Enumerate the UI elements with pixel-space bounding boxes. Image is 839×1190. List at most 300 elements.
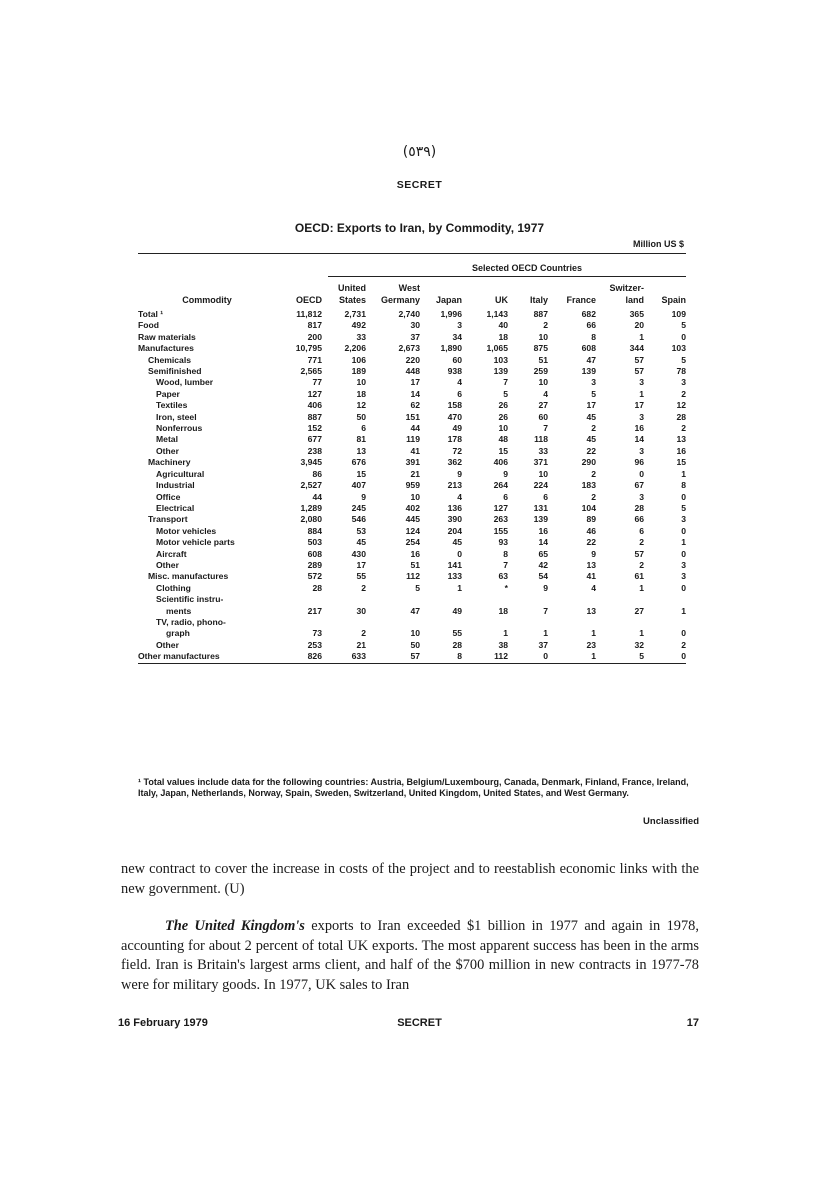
table-cell: 13 <box>356 445 366 456</box>
table-cell: 10 <box>538 377 548 388</box>
table-cell <box>276 617 322 628</box>
table-cell: 13 <box>586 559 596 570</box>
table-row <box>138 549 686 560</box>
table-cell: 55 <box>452 628 462 639</box>
table-cell: 183 <box>581 480 596 491</box>
table-cell: 21 <box>356 639 366 650</box>
row-label-text: Iron, steel <box>156 411 197 422</box>
row-label-text: Office <box>156 491 181 502</box>
table-cell: 1,289 <box>300 502 322 513</box>
table-cell: 9 <box>361 491 366 502</box>
table-cell <box>366 594 420 605</box>
table-row <box>138 309 686 320</box>
table-cell: 8 <box>681 480 686 491</box>
table-units: Million US $ <box>632 239 684 249</box>
table-cell: 6 <box>543 491 548 502</box>
table-header-row <box>138 282 686 309</box>
table-cell: 57 <box>634 354 644 365</box>
row-label-text: Nonferrous <box>156 423 203 434</box>
row-label-text: Textiles <box>156 400 188 411</box>
table-cell: 10 <box>538 468 548 479</box>
table-cell: 54 <box>538 571 548 582</box>
table-cell <box>366 617 420 628</box>
table-cell: 50 <box>356 411 366 422</box>
table-cell: 3 <box>681 559 686 570</box>
table-cell: 407 <box>351 480 366 491</box>
table-cell: 5 <box>639 651 644 662</box>
table-cell: 1 <box>591 651 596 662</box>
row-label-text: Misc. manufactures <box>148 571 229 582</box>
footer-page-number: 17 <box>686 1017 699 1029</box>
row-label <box>138 377 276 388</box>
table-cell: 492 <box>351 320 366 331</box>
table-cell: 77 <box>312 377 322 388</box>
table-cell: 3,945 <box>300 457 322 468</box>
table-row <box>138 400 686 411</box>
row-label-text: Other <box>156 559 179 570</box>
row-label-text: Other <box>156 639 179 650</box>
table-cell: 9 <box>503 468 508 479</box>
table-row <box>138 492 686 503</box>
table-cell: 682 <box>581 309 596 319</box>
body-paragraph-1: new contract to cover the increase in costs of the project and to reestablish economic links with the new government. (U) <box>121 861 699 897</box>
table-cell <box>644 617 686 628</box>
table-cell: 136 <box>447 502 462 513</box>
row-label-text: ments <box>166 605 192 616</box>
table-row <box>138 651 686 662</box>
table-cell: 0 <box>681 525 686 536</box>
table-cell: * <box>504 582 508 593</box>
table-cell: 151 <box>405 411 420 422</box>
table-cell: 14 <box>410 388 420 399</box>
footer-classification: SECRET <box>397 1017 442 1029</box>
table-cell: 17 <box>586 400 596 411</box>
row-label-text: Motor vehicle parts <box>156 537 235 548</box>
table-cell: 33 <box>356 331 366 342</box>
table-cell: 47 <box>410 605 420 616</box>
table-cell: 402 <box>405 502 420 513</box>
table-cell: 0 <box>457 548 462 559</box>
table-cell <box>548 594 596 605</box>
row-label <box>138 400 276 411</box>
table-cell <box>596 617 644 628</box>
table-cell: 264 <box>493 480 508 491</box>
row-label <box>138 332 276 343</box>
row-label <box>138 571 276 582</box>
table-cell: 344 <box>629 343 644 354</box>
table-cell: 51 <box>410 559 420 570</box>
table-cell: 2 <box>543 320 548 331</box>
table-cell: 119 <box>406 434 420 445</box>
row-label-text: Food <box>138 320 159 331</box>
table-cell: 60 <box>538 411 548 422</box>
table-cell: 37 <box>538 639 548 650</box>
table-cell <box>462 617 508 628</box>
table-cell: 5 <box>503 388 508 399</box>
row-label <box>138 412 276 423</box>
table-cell: 391 <box>405 457 420 468</box>
table-cell: 4 <box>457 377 462 388</box>
row-label-text: TV, radio, phono- <box>156 616 226 627</box>
table-cell <box>644 594 686 605</box>
table-cell: 1 <box>639 388 644 399</box>
row-label <box>138 606 276 617</box>
table-cell: 406 <box>493 457 508 468</box>
table-cell: 18 <box>498 331 508 342</box>
row-label <box>138 628 276 639</box>
table-row <box>138 560 686 571</box>
row-label <box>138 309 276 320</box>
table-cell: 48 <box>498 434 508 445</box>
row-label-text: Other <box>156 445 179 456</box>
table-cell: 9 <box>591 548 596 559</box>
table-cell: 1 <box>457 582 462 593</box>
footer-date: 16 February 1979 <box>118 1017 208 1029</box>
row-label-text: Electrical <box>156 502 195 513</box>
table-cell: 139 <box>581 366 596 377</box>
table-cell: 45 <box>586 411 596 422</box>
table-cell: 65 <box>538 548 548 559</box>
table-cell: 189 <box>351 366 366 377</box>
table-cell: 18 <box>498 605 508 616</box>
table-cell: 2,527 <box>300 480 322 491</box>
table-cell: 22 <box>586 445 596 456</box>
table-cell <box>462 594 508 605</box>
table-cell: 3 <box>639 491 644 502</box>
table-row <box>138 457 686 468</box>
column-header: Italy <box>529 295 548 305</box>
row-label <box>138 492 276 503</box>
table-cell: 4 <box>591 582 596 593</box>
table-row <box>138 628 686 639</box>
table-cell: 217 <box>307 605 322 616</box>
body-paragraph-2-text: exports to Iran exceeded $1 billion in 1977 and again in 1978, accounting for about 2 percent of total UK exports. The most apparent success has been in the arms field. Iran is Britain's largest arms client, and half of the $700 million in new contracts in 1977-78 were for military goods. In 1977, UK sales to Iran <box>121 918 699 993</box>
table-cell: 1 <box>639 628 644 639</box>
table-cell: 16 <box>410 548 420 559</box>
table-cell: 40 <box>498 320 508 331</box>
table-cell: 10 <box>356 377 366 388</box>
table-cell: 263 <box>493 514 508 525</box>
table-cell: 18 <box>356 388 366 399</box>
group-header-label: Selected OECD Countries <box>471 263 583 273</box>
table-cell: 139 <box>493 366 508 377</box>
table-cell: 22 <box>586 537 596 548</box>
table-cell: 2,080 <box>300 514 322 525</box>
row-label <box>138 446 276 457</box>
table-cell: 2,673 <box>398 343 420 354</box>
table-cell: 42 <box>538 559 548 570</box>
table-cell: 10 <box>538 331 548 342</box>
table-group-header <box>138 254 686 282</box>
table-cell: 633 <box>351 651 366 662</box>
row-label <box>138 355 276 366</box>
table-cell: 62 <box>410 400 420 411</box>
table-cell: 133 <box>447 571 462 582</box>
table-cell: 9 <box>543 582 548 593</box>
table-cell: 959 <box>405 480 420 491</box>
table-cell: 45 <box>452 537 462 548</box>
table-cell: 826 <box>307 651 322 662</box>
table-cell <box>322 617 366 628</box>
table-row <box>138 412 686 423</box>
table-cell: 28 <box>634 502 644 513</box>
table-cell: 158 <box>447 400 462 411</box>
table-cell: 887 <box>307 411 322 422</box>
table-cell: 6 <box>503 491 508 502</box>
row-label <box>138 320 276 331</box>
table-cell: 17 <box>634 400 644 411</box>
table-cell: 66 <box>586 320 596 331</box>
table-row <box>138 514 686 525</box>
table-cell: 430 <box>351 548 366 559</box>
table-cell: 50 <box>410 639 420 650</box>
row-label-text: Machinery <box>148 457 191 468</box>
table-cell: 10 <box>410 628 420 639</box>
table-cell: 2 <box>361 582 366 593</box>
table-cell: 109 <box>671 309 686 319</box>
column-header: Japan <box>435 295 462 305</box>
body-paragraph-2 <box>121 917 699 995</box>
table-cell: 17 <box>356 559 366 570</box>
row-label-text: Paper <box>156 388 180 399</box>
table-cell: 362 <box>447 457 462 468</box>
table-cell: 6 <box>361 423 366 434</box>
table-cell: 33 <box>538 445 548 456</box>
table-cell: 3 <box>457 320 462 331</box>
table-cell: 32 <box>634 639 644 650</box>
table-cell: 96 <box>634 457 644 468</box>
table-cell: 10,795 <box>295 343 322 354</box>
page-marker: (٥٣٩) <box>402 144 437 160</box>
table-cell: 2,565 <box>300 366 322 377</box>
table-cell: 0 <box>639 468 644 479</box>
table-cell: 1 <box>681 468 686 479</box>
table-cell: 0 <box>681 628 686 639</box>
table-cell: 11,812 <box>296 309 322 319</box>
table-cell: 8 <box>457 651 462 662</box>
table-cell: 884 <box>307 525 322 536</box>
table-cell: 5 <box>591 388 596 399</box>
table-cell: 118 <box>534 434 548 445</box>
row-label-text: Clothing <box>156 582 191 593</box>
table-cell: 30 <box>410 320 420 331</box>
table-cell: 1 <box>681 605 686 616</box>
row-label-text: Aircraft <box>156 548 187 559</box>
table-cell: 131 <box>533 502 548 513</box>
table-row <box>138 355 686 366</box>
table-cell: 14 <box>634 434 644 445</box>
table-cell: 141 <box>447 559 462 570</box>
table-container <box>138 253 686 664</box>
table-cell <box>420 617 462 628</box>
table-cell: 155 <box>493 525 508 536</box>
table-cell: 55 <box>356 571 366 582</box>
table-cell: 93 <box>498 537 508 548</box>
column-header: Switzer-land <box>609 283 644 305</box>
table-row <box>138 571 686 582</box>
row-label-text: Motor vehicles <box>156 525 217 536</box>
table-cell: 28 <box>676 411 686 422</box>
table-cell: 546 <box>351 514 366 525</box>
row-label-text: Agricultural <box>156 468 205 479</box>
table-cell: 89 <box>586 514 596 525</box>
row-label <box>138 594 276 605</box>
row-label-text: Industrial <box>156 480 195 491</box>
column-header: Commodity <box>182 295 232 305</box>
table-cell: 0 <box>681 331 686 342</box>
table-cell: 15 <box>676 457 686 468</box>
table-cell: 61 <box>634 571 644 582</box>
table-cell: 2 <box>591 491 596 502</box>
table-cell: 47 <box>586 354 596 365</box>
table-cell: 1,996 <box>440 309 462 319</box>
table-cell: 23 <box>586 639 596 650</box>
table-cell: 17 <box>410 377 420 388</box>
table-cell: 4 <box>543 388 548 399</box>
row-label-text: Manufactures <box>138 343 194 354</box>
table-cell: 8 <box>591 331 596 342</box>
table-cell: 106 <box>351 354 366 365</box>
table-cell <box>322 594 366 605</box>
table-cell: 875 <box>533 343 548 354</box>
table-cell: 12 <box>676 400 686 411</box>
table-cell: 20 <box>634 320 644 331</box>
row-label <box>138 583 276 594</box>
table-cell: 103 <box>493 354 508 365</box>
table-cell: 676 <box>351 457 366 468</box>
table-cell: 6 <box>639 525 644 536</box>
table-cell: 3 <box>639 445 644 456</box>
table-cell: 127 <box>307 388 322 399</box>
table-cell: 27 <box>634 605 644 616</box>
table-cell: 57 <box>634 548 644 559</box>
table-cell: 72 <box>452 445 462 456</box>
table-cell: 38 <box>498 639 508 650</box>
row-label <box>138 514 276 525</box>
table-row <box>138 377 686 388</box>
table-cell: 445 <box>405 514 420 525</box>
table-cell <box>276 594 322 605</box>
table-cell: 7 <box>503 559 508 570</box>
table-cell: 289 <box>307 559 322 570</box>
column-header: Spain <box>661 295 686 305</box>
table-cell: 27 <box>538 400 548 411</box>
table-cell: 371 <box>533 457 548 468</box>
table-cell: 178 <box>447 434 462 445</box>
row-label <box>138 423 276 434</box>
table-cell: 254 <box>405 537 420 548</box>
table-cell: 104 <box>581 502 596 513</box>
row-label-text: Raw materials <box>138 331 196 342</box>
body-paragraph-2-emphasis: The United Kingdom's <box>165 918 305 934</box>
table-cell: 44 <box>410 423 420 434</box>
table-cell: 86 <box>312 468 322 479</box>
table-row <box>138 594 686 605</box>
table-row <box>138 617 686 628</box>
row-label <box>138 389 276 400</box>
table-cell: 3 <box>681 514 686 525</box>
table-cell: 3 <box>639 411 644 422</box>
table-cell: 2,731 <box>344 309 366 319</box>
table-row <box>138 583 686 594</box>
table-cell: 3 <box>591 377 596 388</box>
row-label-text: Total ¹ <box>138 309 164 319</box>
table-cell: 204 <box>447 525 462 536</box>
table-cell: 365 <box>629 309 644 319</box>
table-cell: 15 <box>356 468 366 479</box>
table-cell: 34 <box>452 331 462 342</box>
table-cell: 15 <box>498 445 508 456</box>
table-title: OECD: Exports to Iran, by Commodity, 1977 <box>294 221 545 235</box>
exports-table <box>138 282 686 663</box>
table-cell: 1 <box>543 628 548 639</box>
table-cell: 0 <box>681 651 686 662</box>
table-cell <box>548 617 596 628</box>
table-cell: 21 <box>410 468 420 479</box>
table-cell: 112 <box>494 651 508 662</box>
table-cell: 124 <box>405 525 420 536</box>
table-cell: 41 <box>586 571 596 582</box>
table-cell: 53 <box>356 525 366 536</box>
table-cell: 6 <box>457 388 462 399</box>
table-cell: 5 <box>681 502 686 513</box>
table-cell: 73 <box>312 628 322 639</box>
table-cell: 8 <box>503 548 508 559</box>
table-cell: 2,740 <box>398 309 420 319</box>
table-row <box>138 606 686 617</box>
table-cell: 3 <box>681 377 686 388</box>
table-cell: 49 <box>452 605 462 616</box>
row-label <box>138 537 276 548</box>
row-label-text: Semifinished <box>148 366 202 377</box>
table-cell: 4 <box>457 491 462 502</box>
table-cell: 245 <box>351 502 366 513</box>
row-label-text: Wood, lumber <box>156 377 214 388</box>
table-cell: 1 <box>503 628 508 639</box>
table-cell <box>508 617 548 628</box>
row-label <box>138 366 276 377</box>
table-cell: 0 <box>681 548 686 559</box>
table-cell: 41 <box>410 445 420 456</box>
table-cell: 28 <box>452 639 462 650</box>
table-cell: 1,065 <box>486 343 508 354</box>
table-cell: 12 <box>356 400 366 411</box>
table-body <box>138 309 686 663</box>
table-cell: 112 <box>406 571 420 582</box>
table-cell: 503 <box>307 537 322 548</box>
table-cell <box>508 594 548 605</box>
table-cell: 2 <box>639 537 644 548</box>
table-cell: 200 <box>307 331 322 342</box>
table-cell: 45 <box>586 434 596 445</box>
table-cell: 30 <box>356 605 366 616</box>
table-cell: 49 <box>452 423 462 434</box>
table-cell: 28 <box>312 582 322 593</box>
table-cell: 220 <box>405 354 420 365</box>
table-cell: 26 <box>498 411 508 422</box>
table-row <box>138 480 686 491</box>
table-row <box>138 537 686 548</box>
column-header: United States <box>338 283 366 305</box>
row-label <box>138 343 276 354</box>
table-cell: 44 <box>312 491 322 502</box>
table-cell: 5 <box>681 320 686 331</box>
table-row <box>138 343 686 354</box>
table-cell: 13 <box>586 605 596 616</box>
table-cell: 3 <box>639 377 644 388</box>
table-cell: 78 <box>676 366 686 377</box>
table-cell: 470 <box>447 411 462 422</box>
